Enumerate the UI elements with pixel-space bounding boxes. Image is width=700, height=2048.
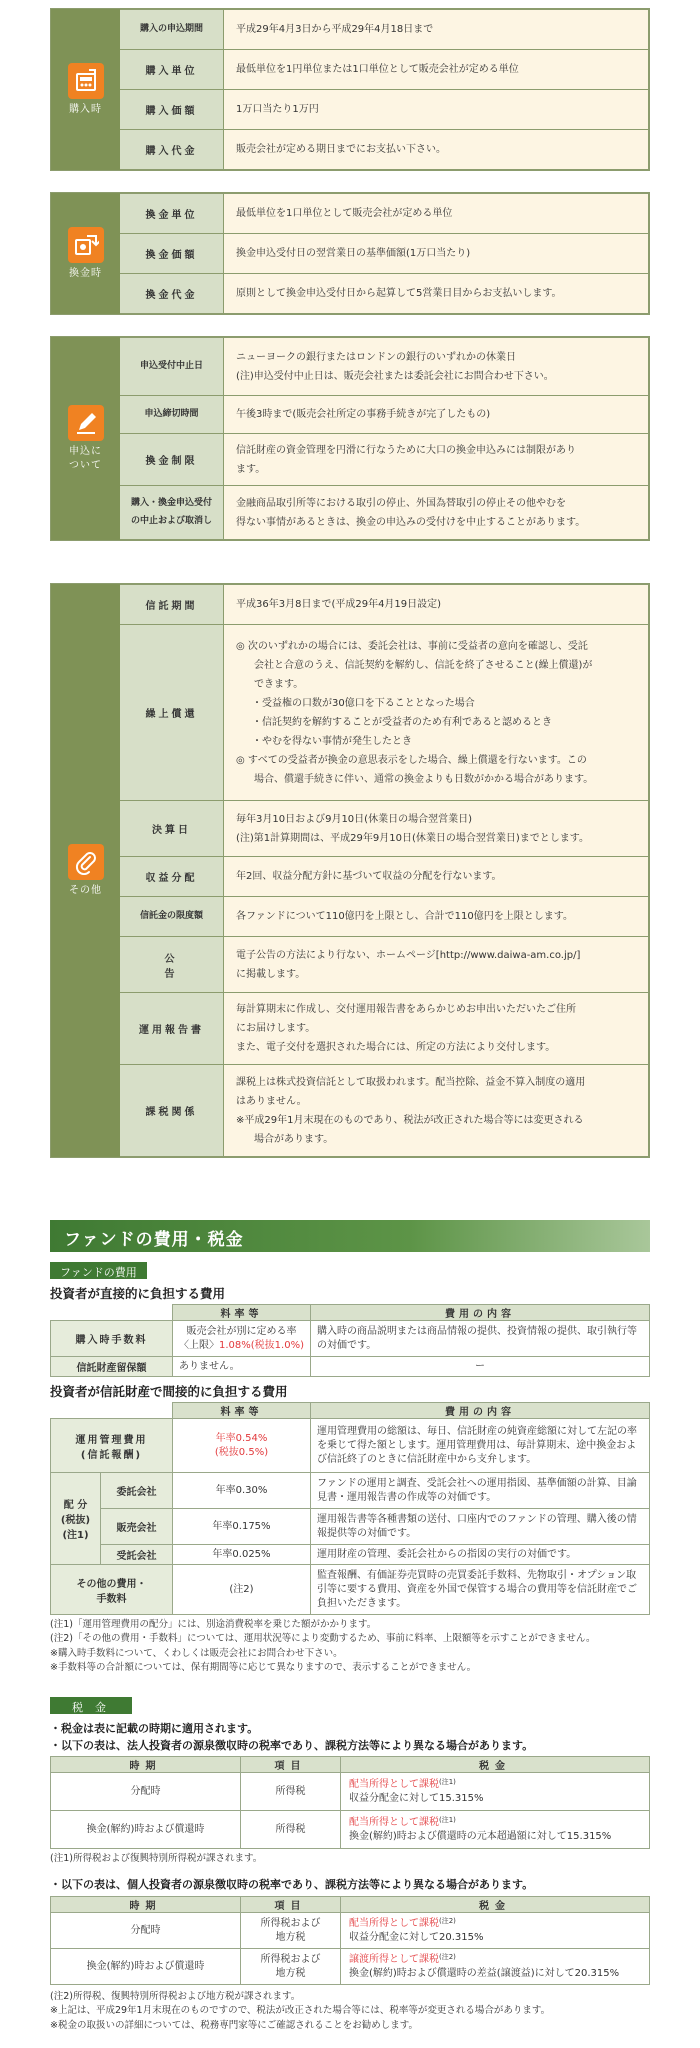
table-row [52,486,649,540]
row-value: 平成29年4月3日から平成29年4月18日まで [224,10,649,50]
tax-item: 所得税 [241,1811,341,1849]
col-time: 時期 [51,1757,241,1773]
row-value: 午後3時まで(販売会社所定の事務手続きが完了したもの) [224,396,649,434]
fees-banner [50,1220,650,1252]
table-row [52,897,649,937]
row-value: 毎計算期末に作成し、交付運用報告書をあらかじめお申出いただいたご住所 にお届けします。 また、電子交付を選択された場合には、所定の方法により交付します。 [224,993,649,1065]
alloc-rate: 年率0.175% [173,1509,311,1545]
table-row [52,90,649,130]
table-row [51,1565,650,1615]
row-label: 換金価額 [120,234,224,274]
table-row [51,1473,650,1509]
row-label: その他の費用・ 手数料 [51,1565,173,1615]
other-section [50,583,650,1158]
alloc-desc: 運用報告書等各種書類の送付、口座内でのファンドの管理、購入後の情報提供等の対価です。 [311,1509,650,1545]
tax-item: 所得税および 地方税 [241,1913,341,1949]
row-label: 換金制限 [120,434,224,486]
row-value: 原則として換金申込受付日から起算して5営業日目からお支払いします。 [224,274,649,314]
row-value: 信託財産の資金管理を円滑に行なうために大口の換金申込みには制限があり ます。 [224,434,649,486]
alloc-rate: 年率0.30% [173,1473,311,1509]
tax-detail: 配当所得として課税$^{(注2)}$ 収益分配金に対して20.315% [341,1913,650,1949]
col-item: 項目 [241,1757,341,1773]
row-value: ニューヨークの銀行またはロンドンの銀行のいずれかの休業日 (注)申込受付中止日は、販売会社または委託会社にお問合わせ下さい。 [224,338,649,396]
table-row [52,585,649,625]
table-row [52,194,649,234]
table-row [51,1321,650,1357]
row-rate: (注2) [173,1565,311,1615]
category-label: 購入時 [69,103,102,115]
tax-item: 所得税および 地方税 [241,1949,341,1985]
corp-tax-note: (注1)所得税および復興特別所得税が課されます。 [50,1853,263,1864]
row-label: 換金代金 [120,274,224,314]
fees-notes: (注1)「運用管理費用の配分」には、別途消費税率を乗じた額がかかります。 (注2)「その他の費用・手数料」については、運用状況等により変動するため、事前に料率、上限額等を示すことができません。 ※購入時手数料について、くわしくは販売会社にお問合わせ下さい。 ※手数料等の合計額については、保有期間等に応じて異なりますので、表示することができません。 [50,1619,596,1673]
row-label: 購入単位 [120,50,224,90]
fees-tag: ファンドの費用 [50,1262,147,1279]
row-rate: ありません。 [173,1357,311,1377]
col-tax: 税金 [341,1757,650,1773]
row-label: 購入・換金申込受付 の中止および取消し [120,486,224,540]
alloc-desc: ファンドの運用と調査、受託会社への運用指図、基準価額の計算、目論見書・運用報告書の作成等の対価です。 [311,1473,650,1509]
col-tax: 税金 [341,1897,650,1913]
row-value: 各ファンドについて110億円を上限とし、合計で110億円を上限とします。 [224,897,649,937]
col-content: 費用の内容 [311,1305,650,1321]
row-label: 信託財産留保額 [51,1357,173,1377]
row-label: 申込締切時間 [120,396,224,434]
table-row [52,50,649,90]
row-label: 公告 [120,937,224,993]
table-row [51,1949,650,1985]
indirect-fees-table [50,1402,650,1615]
col-time: 時期 [51,1897,241,1913]
row-rate: 販売会社が別に定める率 〈上限〉1.08%(税抜1.0%) [173,1321,311,1357]
row-label: 換金単位 [120,194,224,234]
category-purchase [52,10,120,170]
table-row [52,434,649,486]
table-row [52,857,649,897]
redemption-icon [68,227,104,263]
tax-item: 所得税 [241,1773,341,1811]
purchase-icon [68,63,104,99]
banner-title: ファンドの費用・税金 [64,1230,244,1250]
row-rate: 年率0.54% (税抜0.5%) [173,1419,311,1473]
row-desc: ー [311,1357,650,1377]
row-label: 購入代金 [120,130,224,170]
tax-detail: 配当所得として課税$^{(注1)}$ 収益分配金に対して15.315% [341,1773,650,1811]
direct-heading: 投資者が直接的に負担する費用 [50,1286,226,1301]
tax-time: 換金(解約)時および償還時 [51,1949,241,1985]
table-header-row [51,1403,650,1419]
table-row [52,801,649,857]
category-label: 換金時 [69,267,102,279]
table-row [51,1419,650,1473]
row-label: 購入の申込期間 [120,10,224,50]
row-value: 1万口当たり1万円 [224,90,649,130]
category-application [52,338,120,540]
tax-tag: 税金 [50,1697,132,1714]
purchase-section [50,8,650,171]
table-row [51,1357,650,1377]
row-label: 運用管理費用 (信託報酬) [51,1419,173,1473]
indirect-heading: 投資者が信託財産で間接的に負担する費用 [50,1384,288,1399]
row-value: 最低単位を1口単位として販売会社が定める単位 [224,194,649,234]
table-row [52,10,649,50]
table-row [52,130,649,170]
tax-bullets2: ・以下の表は、個人投資者の源泉徴収時の税率であり、課税方法等により異なる場合があります。 [50,1878,534,1891]
table-row [52,274,649,314]
category-other [52,585,120,1157]
row-desc: 監査報酬、有価証券売買時の売買委託手数料、先物取引・オプション取引等に要する費用、資産を外国で保管する場合の費用等を信託財産でご負担いただきます。 [311,1565,650,1615]
row-value: 平成36年3月8日まで(平成29年4月19日設定) [224,585,649,625]
col-item: 項目 [241,1897,341,1913]
row-value: 換金申込受付日の翌営業日の基準価額(1万口当たり) [224,234,649,274]
col-content: 費用の内容 [311,1403,650,1419]
table-row [52,234,649,274]
row-label: 信託金の限度額 [120,897,224,937]
row-value: 課税上は株式投資信託として取扱われます。配当控除、益金不算入制度の適用 はありません。 ※平成29年1月末現在のものであり、税法が改正された場合等には変更される 場合があります。 [224,1065,649,1157]
alloc-party: 販売会社 [101,1509,173,1545]
table-row [52,338,649,396]
row-value: 販売会社が定める期日までにお支払い下さい。 [224,130,649,170]
table-header-row [51,1757,650,1773]
row-label: 購入価額 [120,90,224,130]
table-row [51,1545,650,1565]
col-rate: 料率等 [173,1305,311,1321]
row-value: 金融商品取引所等における取引の停止、外国為替取引の停止その他やむを 得ない事情があるときは、換金の申込みの受付けを中止することがあります。 [224,486,649,540]
tax-time: 分配時 [51,1913,241,1949]
category-label-line1: 申込に [69,446,102,457]
tax-time: 分配時 [51,1773,241,1811]
row-label: 収益分配 [120,857,224,897]
alloc-desc: 運用財産の管理、委託会社からの指図の実行の対価です。 [311,1545,650,1565]
row-label: 信託期間 [120,585,224,625]
tax-detail: 配当所得として課税$^{(注1)}$ 換金(解約)時および償還時の元本超過額に対して15.315% [341,1811,650,1849]
corp-tax-table [50,1756,650,1849]
row-label: 決算日 [120,801,224,857]
row-value: ◎ 次のいずれかの場合には、委託会社は、事前に受益者の意向を確認し、受託 会社と合意のうえ、信託契約を解約し、信託を終了させること(繰上償還)が できます。 ・受益権の口数が30億口を下ることとなった場合 ・信託契約を解約することが受益者のため有利であると認めるとき ・やむを得ない事情が発生したとき ◎ すべての受益者が換金の意思表示をした場合、繰上償還を行ないます。この 場合、償還手続きに伴い、通常の換金よりも日数がかかる場合があります。 [224,625,649,801]
table-row [52,937,649,993]
table-row [52,993,649,1065]
table-row [51,1913,650,1949]
direct-fees-table [50,1304,650,1377]
table-row [52,396,649,434]
alloc-label: 配 分 (税抜) (注1) [51,1473,101,1565]
row-desc: 購入時の商品説明または商品情報の提供、投資情報の提供、取引執行等の対価です。 [311,1321,650,1357]
application-section [50,336,650,541]
row-desc: 運用管理費用の総額は、毎日、信託財産の純資産総額に対して左記の率を乗じて得た額とします。運用管理費用は、毎計算期末、途中換金および信託終了のときに信託財産中から支弁します。 [311,1419,650,1473]
tax-detail: 譲渡所得として課税$^{(注2)}$ 換金(解約)時および償還時の差益(譲渡益)に対して20.315% [341,1949,650,1985]
col-rate: 料率等 [173,1403,311,1419]
alloc-party: 受託会社 [101,1545,173,1565]
paperclip-icon [68,844,104,880]
alloc-party: 委託会社 [101,1473,173,1509]
category-label-line2: ついて [69,459,102,471]
ind-tax-table [50,1896,650,1985]
redemption-section [50,192,650,315]
table-row [52,625,649,801]
row-value: 最低単位を1円単位または1口単位として販売会社が定める単位 [224,50,649,90]
table-row [51,1773,650,1811]
table-header-row [51,1897,650,1913]
tax-time: 換金(解約)時および償還時 [51,1811,241,1849]
ind-tax-notes: (注2)所得税、復興特別所得税および地方税が課されます。 ※上記は、平成29年1月末現在のものですので、税法が改正された場合等には、税率等が変更される場合があります。 ※税金の取扱いの詳細については、税務専門家等にご確認されることをお勧めします。 [50,1991,551,2031]
row-value: 毎年3月10日および9月10日(休業日の場合翌営業日) (注)第1計算期間は、平成29年9月10日(休業日の場合翌営業日)までとします。 [224,801,649,857]
row-label: 繰上償還 [120,625,224,801]
table-header-row [51,1305,650,1321]
table-row [51,1811,650,1849]
row-value: 電子公告の方法により行ない、ホームページ[http://www.daiwa-am.co.jp/] に掲載します。 [224,937,649,993]
table-row [51,1509,650,1545]
row-label: 申込受付中止日 [120,338,224,396]
alloc-rate: 年率0.025% [173,1545,311,1565]
row-label: 購入時手数料 [51,1321,173,1357]
row-value: 年2回、収益分配方針に基づいて収益の分配を行ないます。 [224,857,649,897]
category-redemption [52,194,120,314]
row-label: 運用報告書 [120,993,224,1065]
table-row [52,1065,649,1157]
tax-bullets1: ・税金は表に記載の時期に適用されます。 ・以下の表は、法人投資者の源泉徴収時の税率であり、課税方法等により異なる場合があります。 [50,1722,534,1753]
row-label: 課税関係 [120,1065,224,1157]
category-label: その他 [69,884,102,896]
pen-icon [68,405,104,441]
